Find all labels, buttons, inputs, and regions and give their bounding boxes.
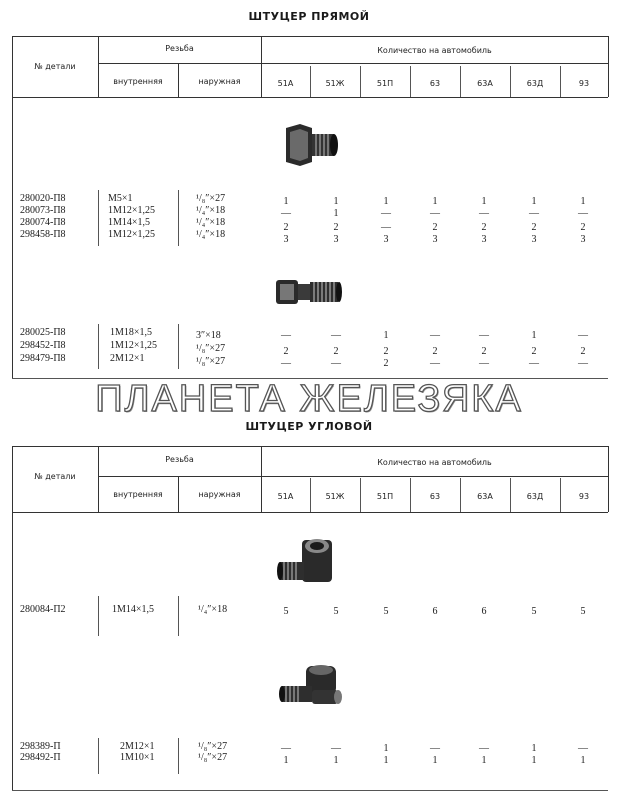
model-header: 63Д	[526, 492, 544, 501]
internal-thread: 1М12×1,25	[108, 229, 156, 240]
external-thread: ¹/₄″×18	[196, 229, 226, 240]
part-number: 280084-П2	[20, 604, 66, 615]
quantity-cell: —	[381, 222, 391, 233]
internal-thread: 1М12×1,25	[108, 205, 156, 216]
quantity-cell: 1	[531, 196, 537, 207]
quantity-cell: —	[578, 330, 588, 341]
model-header: 63	[429, 492, 441, 501]
quantity-cell: 5	[531, 606, 537, 617]
quantity-cell: —	[430, 358, 440, 369]
quantity-cell: 1	[383, 330, 389, 341]
external-thread: ¹/₈″×27	[198, 752, 228, 763]
table1-title: ШТУЦЕР ПРЯМОЙ	[248, 10, 370, 23]
external-header: наружная	[198, 77, 241, 86]
quantity-cell: —	[479, 330, 489, 341]
model-header: 51П	[376, 79, 394, 88]
thread-header: Резьба	[165, 44, 194, 53]
external-thread: ¹/₄″×18	[196, 205, 226, 216]
quantity-cell: 2	[383, 358, 389, 369]
table2-title: ШТУЦЕР УГЛОВОЙ	[245, 420, 373, 433]
quantity-cell: 1	[432, 755, 438, 766]
quantity-cell: —	[331, 358, 341, 369]
quantity-cell: —	[578, 208, 588, 219]
quantity-cell: 3	[333, 234, 339, 245]
model-header: 63Д	[526, 79, 544, 88]
external-header: наружная	[198, 490, 241, 499]
part-no-header: № детали	[34, 62, 76, 71]
quantity-cell: —	[281, 358, 291, 369]
external-thread: ¹/₈″×27	[196, 356, 226, 367]
internal-thread: М5×1	[108, 193, 133, 204]
quantity-cell: —	[331, 743, 341, 754]
part-number: 298479-П8	[20, 353, 66, 364]
quantity-cell: 6	[432, 606, 438, 617]
straight-fitting-illustration	[278, 120, 344, 170]
external-thread: 3″×18	[196, 330, 221, 341]
quantity-cell: —	[281, 743, 291, 754]
quantity-cell: 2	[283, 222, 289, 233]
quantity-cell: 2	[531, 222, 537, 233]
model-header: 93	[578, 79, 590, 88]
internal-thread: 1М18×1,5	[110, 327, 153, 338]
quantity-cell: 1	[580, 196, 586, 207]
quantity-cell: —	[578, 743, 588, 754]
internal-header: внутренняя	[113, 77, 163, 86]
quantity-header: Количество на автомобиль	[377, 46, 492, 55]
thread-header: Резьба	[165, 455, 194, 464]
quantity-cell: 3	[580, 234, 586, 245]
external-thread: ¹/₈″×27	[198, 741, 228, 752]
quantity-cell: 1	[333, 196, 339, 207]
part-number: 298452-П8	[20, 340, 66, 351]
part-number: 298492-П	[20, 752, 61, 763]
watermark: ПЛАНЕТА ЖЕЛЕЗЯКА	[95, 378, 523, 420]
quantity-cell: —	[479, 208, 489, 219]
quantity-cell: 2	[531, 346, 537, 357]
quantity-cell: 2	[481, 222, 487, 233]
quantity-cell: 3	[481, 234, 487, 245]
quantity-cell: 3	[283, 234, 289, 245]
internal-thread: 1М10×1	[120, 752, 155, 763]
external-thread: ¹/₈″×27	[196, 193, 226, 204]
quantity-cell: —	[430, 330, 440, 341]
quantity-cell: 2	[432, 222, 438, 233]
internal-thread: 1М14×1,5	[108, 217, 151, 228]
internal-header: внутренняя	[113, 490, 163, 499]
quantity-cell: 1	[283, 755, 289, 766]
quantity-cell: 5	[580, 606, 586, 617]
internal-thread: 1М14×1,5	[112, 604, 155, 615]
quantity-cell: —	[529, 208, 539, 219]
quantity-cell: 2	[481, 346, 487, 357]
quantity-cell: 1	[383, 196, 389, 207]
part-number: 280073-П8	[20, 205, 66, 216]
quantity-cell: —	[281, 208, 291, 219]
external-thread: ¹/₄″×18	[198, 604, 228, 615]
quantity-cell: 2	[333, 222, 339, 233]
quantity-cell: 5	[333, 606, 339, 617]
quantity-cell: 6	[481, 606, 487, 617]
quantity-cell: 1	[481, 196, 487, 207]
model-header: 63	[429, 79, 441, 88]
quantity-cell: —	[479, 743, 489, 754]
quantity-cell: 1	[333, 208, 339, 219]
internal-thread: 2М12×1	[110, 353, 145, 364]
quantity-cell: —	[430, 743, 440, 754]
quantity-cell: —	[430, 208, 440, 219]
internal-thread: 1М12×1,25	[110, 340, 158, 351]
model-header: 51П	[376, 492, 394, 501]
quantity-cell: —	[479, 358, 489, 369]
angle-fitting-illustration	[276, 534, 340, 590]
angle-fitting-tee-illustration	[278, 660, 348, 710]
quantity-cell: 1	[481, 755, 487, 766]
quantity-cell: —	[578, 358, 588, 369]
quantity-cell: 2	[432, 346, 438, 357]
quantity-cell: —	[281, 330, 291, 341]
quantity-cell: 1	[531, 330, 537, 341]
model-header: 63А	[477, 492, 493, 501]
part-number: 280025-П8	[20, 327, 66, 338]
quantity-cell: 3	[432, 234, 438, 245]
model-header: 93	[578, 492, 590, 501]
part-number: 280020-П8	[20, 193, 66, 204]
quantity-cell: 1	[333, 755, 339, 766]
external-thread: ¹/₄″×18	[196, 217, 226, 228]
quantity-cell: 2	[580, 346, 586, 357]
quantity-cell: 3	[531, 234, 537, 245]
part-no-header: № детали	[34, 472, 76, 481]
model-header: 63А	[477, 79, 493, 88]
quantity-cell: —	[381, 208, 391, 219]
quantity-cell: —	[529, 358, 539, 369]
quantity-cell: 3	[383, 234, 389, 245]
quantity-cell: 2	[283, 346, 289, 357]
part-number: 298458-П8	[20, 229, 66, 240]
quantity-cell: 1	[531, 755, 537, 766]
internal-thread: 2М12×1	[120, 741, 155, 752]
quantity-cell: 1	[383, 743, 389, 754]
model-header: 51Ж	[325, 492, 345, 501]
quantity-header: Количество на автомобиль	[377, 458, 492, 467]
straight-fitting-long-illustration	[272, 272, 346, 312]
quantity-cell: 2	[383, 346, 389, 357]
quantity-cell: 2	[580, 222, 586, 233]
model-header: 51А	[277, 79, 294, 88]
quantity-cell: 5	[383, 606, 389, 617]
quantity-cell: 1	[283, 196, 289, 207]
external-thread: ¹/₈″×27	[196, 343, 226, 354]
model-header: 51А	[277, 492, 294, 501]
part-number: 298389-П	[20, 741, 61, 752]
quantity-cell: —	[331, 330, 341, 341]
model-header: 51Ж	[325, 79, 345, 88]
quantity-cell: 2	[333, 346, 339, 357]
quantity-cell: 1	[531, 743, 537, 754]
quantity-cell: 1	[383, 755, 389, 766]
quantity-cell: 1	[432, 196, 438, 207]
quantity-cell: 1	[580, 755, 586, 766]
quantity-cell: 5	[283, 606, 289, 617]
part-number: 280074-П8	[20, 217, 66, 228]
